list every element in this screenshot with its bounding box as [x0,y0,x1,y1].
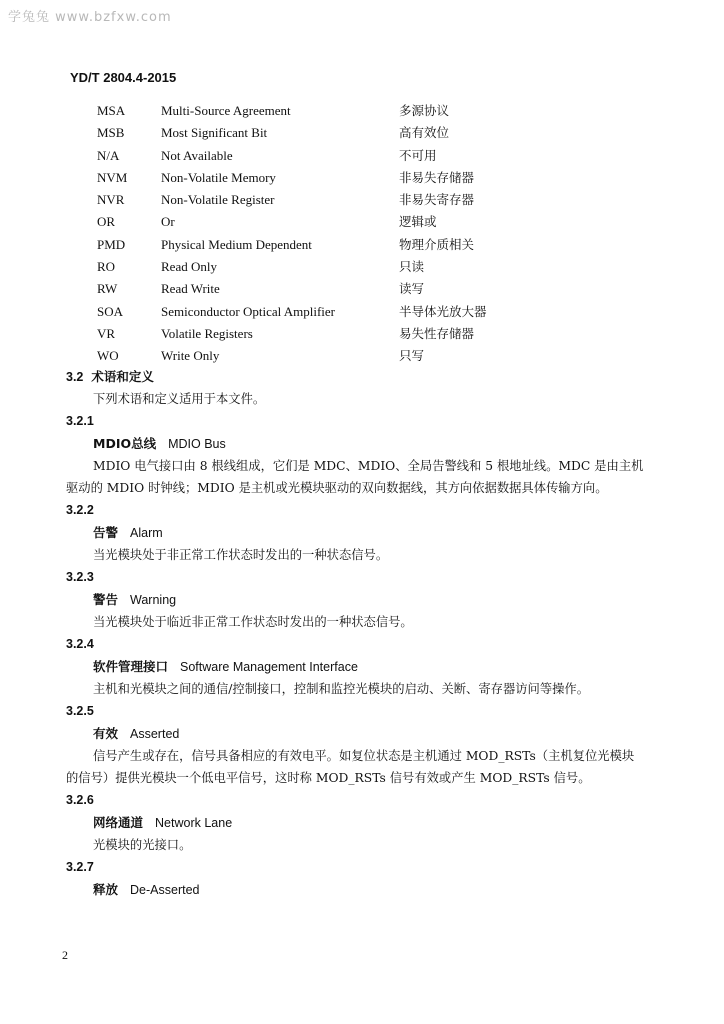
abbreviation-chinese: 不可用 [399,147,437,163]
term-english: Alarm [130,525,163,540]
term-chinese: 释放 [93,881,119,897]
term-number: 3.2.3 [66,570,94,584]
document-id: YD/T 2804.4-2015 [70,70,177,85]
abbreviation-code: NVM [97,169,128,185]
term-chinese: 有效 [93,725,119,741]
term-heading [66,879,656,902]
term-definition-continued: 的信号）提供光模块一个低电平信号，这时称 MOD_RSTs 信号有效或产生 MOD_RSTs 信号。 [66,771,591,785]
term-english: De-Asserted [130,882,200,897]
term-heading [66,433,656,456]
term-chinese: MDIO总线 [93,435,157,451]
term-number: 3.2.4 [66,637,94,651]
page-number: 2 [62,948,68,962]
abbreviation-english: Or [161,214,175,230]
term-number: 3.2.5 [66,704,94,718]
abbreviation-chinese: 半导体光放大器 [399,303,487,319]
abbreviation-english: Most Significant Bit [161,125,268,141]
term-heading [66,522,656,545]
term-definition: 主机和光模块之间的通信/控制接口，控制和监控光模块的启动、关断、寄存器访问等操作。 [93,682,590,696]
term-heading [66,589,656,612]
abbreviation-code: NVR [97,192,125,208]
abbreviation-code: RW [97,281,118,297]
term-chinese: 警告 [93,591,119,607]
section-intro: 下列术语和定义适用于本文件。 [93,392,266,406]
abbreviation-code: MSB [97,125,125,141]
term-number: 3.2.2 [66,503,94,517]
term-heading [66,656,656,679]
abbreviation-code: OR [97,214,116,230]
abbreviation-english: Non-Volatile Register [161,192,275,208]
abbreviation-english: Volatile Registers [161,325,253,341]
abbreviation-chinese: 高有效位 [399,125,450,141]
abbreviation-chinese: 非易失存储器 [399,169,475,185]
term-english: Warning [130,592,177,607]
abbreviation-code: MSA [97,103,126,118]
abbreviation-english: Read Only [161,259,217,275]
abbreviation-chinese: 逻辑或 [399,214,437,230]
section-heading [66,366,656,388]
term-heading [66,812,656,835]
term-definition: 当光模块处于临近非正常工作状态时发出的一种状态信号。 [93,615,413,629]
abbreviation-english: Read Write [161,281,220,297]
term-number: 3.2.7 [66,860,94,874]
abbreviation-code: SOA [97,303,124,319]
section-title: 术语和定义 [91,369,154,384]
term-chinese: 告警 [93,524,119,540]
section-number: 3.2 [66,370,84,384]
abbreviation-english: Semiconductor Optical Amplifier [161,303,336,319]
term-english: Network Lane [155,815,233,830]
abbreviation-chinese: 只写 [399,348,425,364]
watermark: 学兔兔 www.bzfxw.com [8,10,172,25]
abbreviation-english: Write Only [161,348,220,364]
term-english: Software Management Interface [180,659,358,674]
abbreviation-english: Multi-Source Agreement [161,103,291,118]
abbreviation-chinese: 易失性存储器 [399,325,475,341]
term-english: Asserted [130,726,180,741]
term-definition: 光模块的光接口。 [93,838,192,852]
abbreviation-chinese: 非易失寄存器 [399,192,475,208]
term-number: 3.2.6 [66,793,94,807]
abbreviation-code: PMD [97,236,126,252]
term-english: MDIO Bus [168,436,226,451]
term-definition: 当光模块处于非正常工作状态时发出的一种状态信号。 [93,548,389,562]
term-chinese: 网络通道 [93,814,144,830]
abbreviation-chinese: 读写 [399,281,425,297]
abbreviation-code: VR [97,325,116,341]
abbreviation-chinese: 多源协议 [399,103,450,118]
abbreviation-english: Physical Medium Dependent [161,236,312,252]
term-definition: MDIO 电气接口由 8 根线组成，它们是 MDC、MDIO、全局告警线和 5 根地址线。MDC 是由主机 [93,459,644,473]
term-heading [66,723,656,746]
abbreviation-english: Not Available [161,147,233,163]
abbreviation-code: WO [97,348,119,364]
abbreviation-english: Non-Volatile Memory [161,169,276,185]
term-number: 3.2.1 [66,414,94,428]
abbreviation-code: N/A [97,147,120,163]
abbreviation-chinese: 物理介质相关 [399,236,475,252]
term-chinese: 软件管理接口 [93,658,169,674]
abbreviation-chinese: 只读 [399,259,425,275]
abbreviation-code: RO [97,259,116,275]
terms-section [66,366,656,901]
term-definition: 信号产生或存在，信号具备相应的有效电平。如复位状态是主机通过 MOD_RSTs（主机复位光模块 [93,749,635,763]
term-definition-continued: 驱动的 MDIO 时钟线；MDIO 是主机或光模块驱动的双向数据线，其方向依据数据具体传输方向。 [66,481,608,495]
